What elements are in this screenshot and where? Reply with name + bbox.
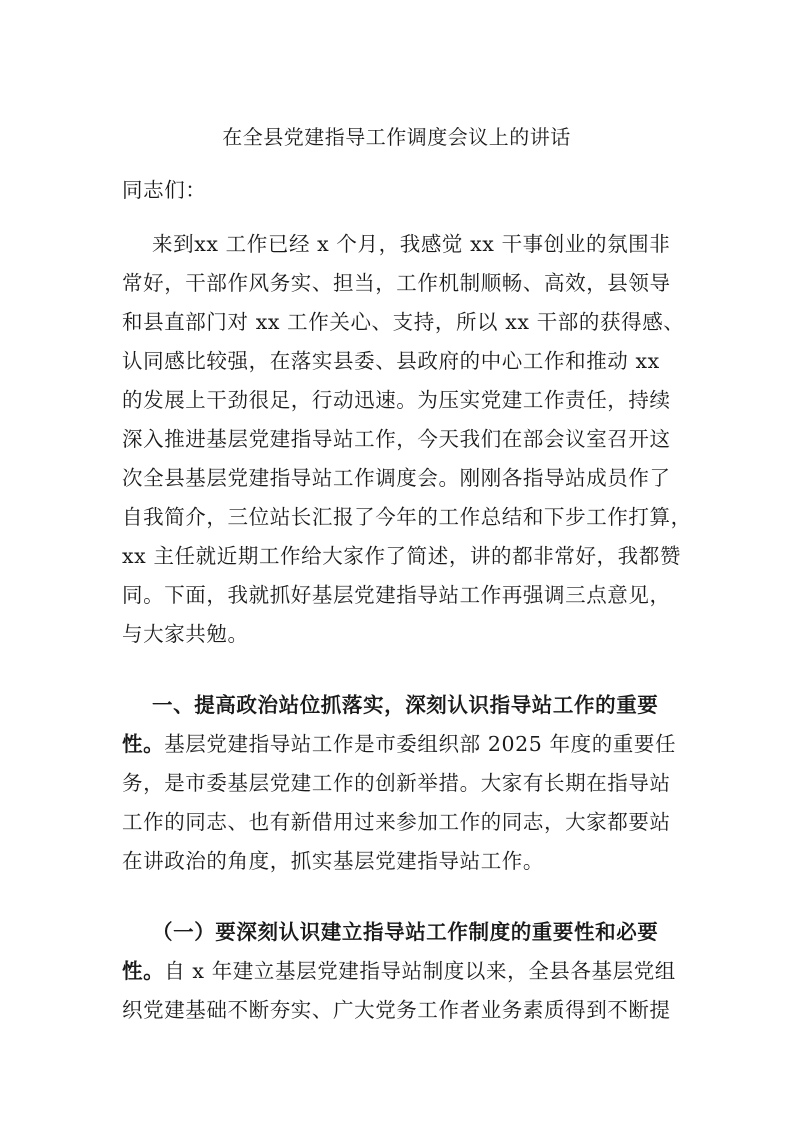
intro-line: 自我简介，三位站长汇报了今年的工作总结和下步工作打算， (122, 505, 692, 529)
subsection-1-heading: （一）要深刻认识建立指导站工作制度的重要性和必要 (152, 920, 659, 944)
section-1-heading-end: 性。 (122, 732, 165, 756)
intro-line: 的发展上干劲很足，行动迅速。为压实党建工作责任，持续 (122, 388, 671, 412)
intro-line: 来到xx 工作已经 x 个月，我感觉 xx 干事创业的氛围非 (152, 232, 671, 256)
section-1-line: 工作的同志、也有新借用过来参加工作的同志，大家都要站 (122, 810, 671, 834)
subsection-1-text: 自 x 年建立基层党建指导站制度以来，全县各基层党组 (164, 959, 676, 983)
intro-line: 和县直部门对 xx 工作关心、支持，所以 xx 干部的获得感、 (122, 310, 685, 334)
section-1-heading: 一、提高政治站位抓落实，深刻认识指导站工作的重要 (152, 693, 659, 717)
subsection-1-heading-end: 性。 (122, 959, 165, 983)
intro-line: 与大家共勉。 (122, 622, 249, 646)
intro-line: xx 主任就近期工作给大家作了简述，讲的都非常好，我都赞 (122, 544, 681, 568)
intro-line: 次全县基层党建指导站工作调度会。刚刚各指导站成员作了 (122, 466, 671, 490)
section-1-text: 基层党建指导站工作是市委组织部 2025 年度的重要任 (164, 732, 677, 756)
intro-line: 常好，干部作风务实、担当，工作机制顺畅、高效，县领导 (122, 271, 671, 295)
section-1-line: 在讲政治的角度，抓实基层党建指导站工作。 (122, 849, 544, 873)
section-1-line (122, 729, 676, 759)
salutation: 同志们： (122, 178, 207, 202)
subsection-1-line (122, 956, 676, 986)
section-1-line: 务，是市委基层党建工作的创新举措。大家有长期在指导站 (122, 771, 671, 795)
subsection-1-line: 织党建基础不断夯实、广大党务工作者业务素质得到不断提 (122, 998, 671, 1022)
intro-line: 认同感比较强，在落实县委、县政府的中心工作和推动 xx (122, 349, 660, 373)
document-title: 在全县党建指导工作调度会议上的讲话 (222, 125, 571, 149)
intro-line: 深入推进基层党建指导站工作，今天我们在部会议室召开这 (122, 427, 671, 451)
intro-line: 同。下面，我就抓好基层党建指导站工作再强调三点意见， (122, 583, 671, 607)
